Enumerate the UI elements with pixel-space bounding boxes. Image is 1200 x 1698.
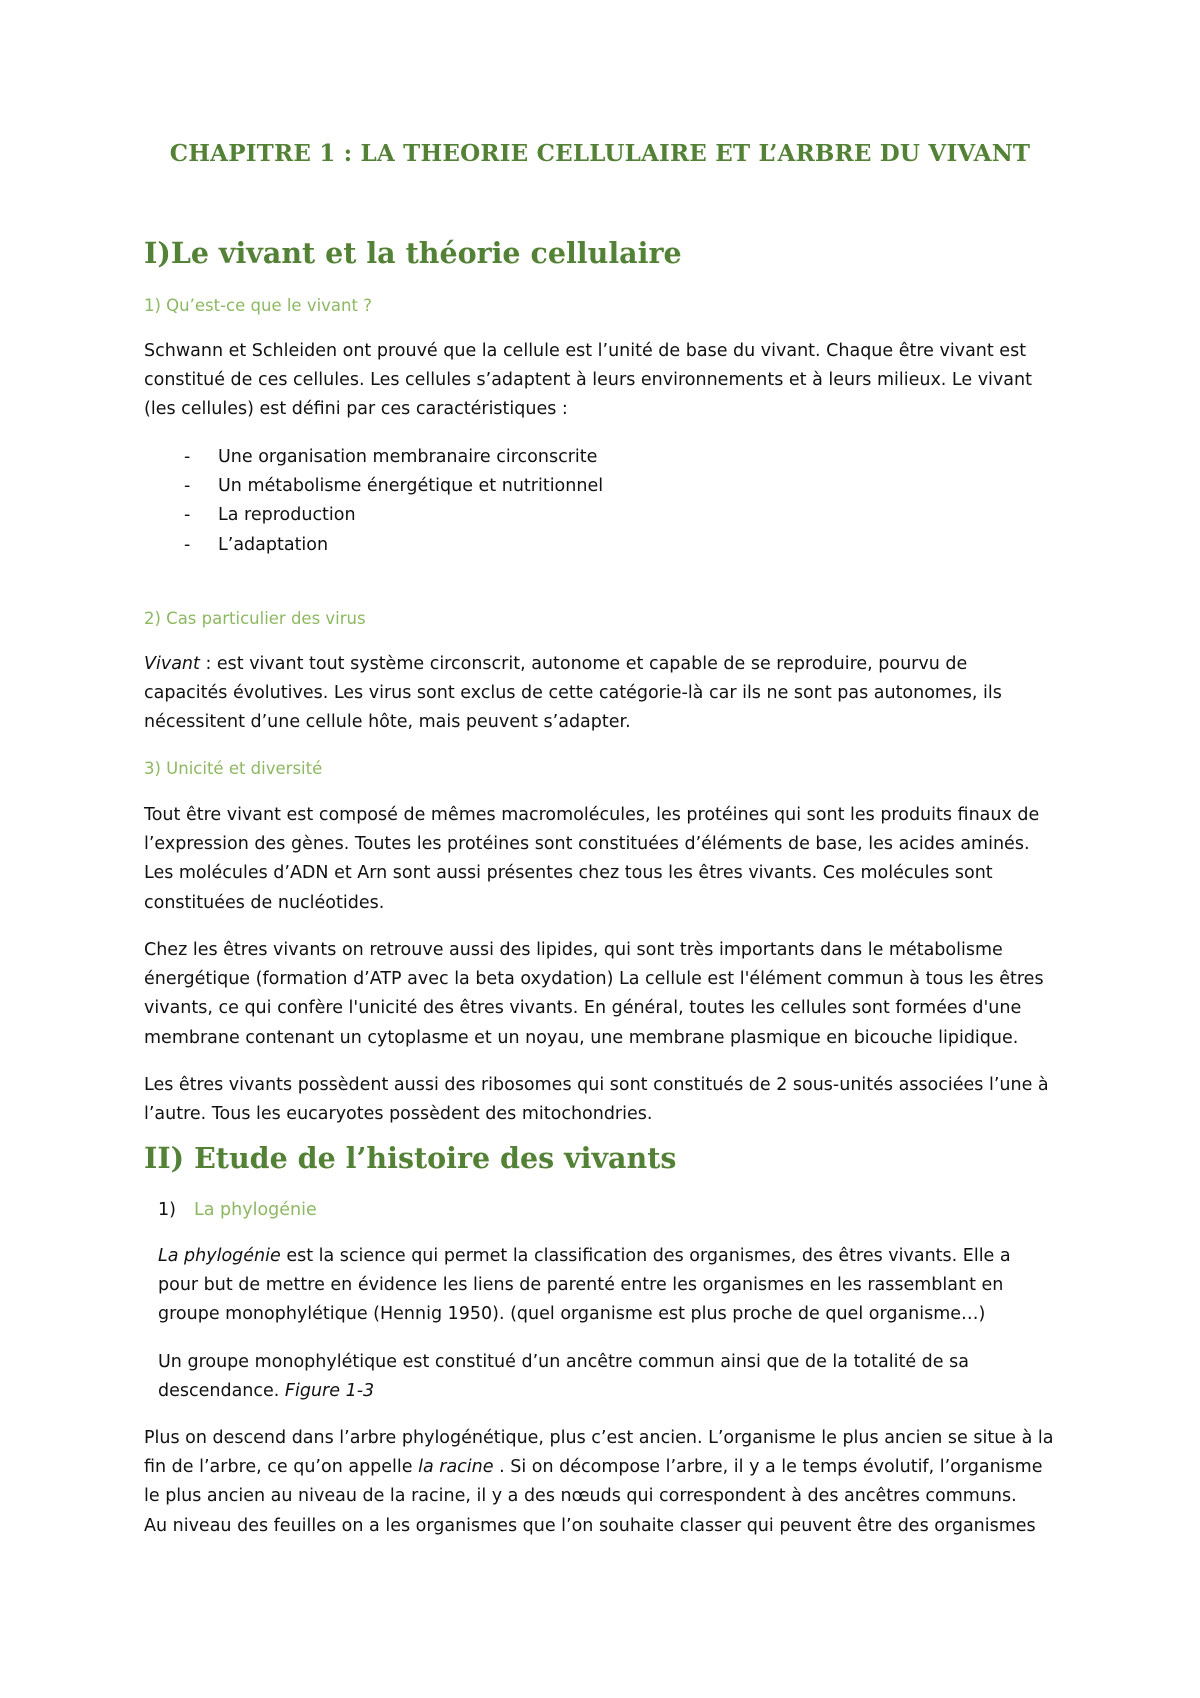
term-phylogenie: La phylogénie [158, 1246, 281, 1266]
dash-bullet-icon: - [184, 505, 191, 526]
figure-reference: Figure 1-3 [284, 1381, 375, 1402]
text-line: nécessitent d’une cellule hôte, mais peuvent s’adapter. [144, 712, 631, 733]
text-line: Plus on descend dans l’arbre phylogénétique, plus c’est ancien. L’organisme le plus ancien se situe à la [144, 1428, 1054, 1448]
tree-paragraph [144, 1424, 1074, 1541]
text-line: Au niveau des feuilles on a les organismes que l’on souhaite classer qui peuvent être des organismes [144, 1515, 1036, 1536]
sub1-heading: 1) Qu’est-ce que le vivant ? [144, 296, 372, 315]
phylogenie-heading [158, 1200, 317, 1220]
list-item: - L’adaptation [184, 531, 603, 560]
phylogenie-label: La phylogénie [194, 1200, 317, 1220]
text-line: Les êtres vivants possèdent aussi des ribosomes qui sont constitués de 2 sous-unités associées l’une à [144, 1075, 1049, 1095]
list-item: - Une organisation membranaire circonscrite [184, 443, 603, 472]
text-line: capacités évolutives. Les virus sont exclus de cette catégorie-là car ils ne sont pas autonomes, ils [144, 683, 1002, 704]
text-line: constitué de ces cellules. Les cellules s’adaptent à leurs environnements et à leurs milieux. Le vivant [144, 370, 1032, 391]
sub3-paragraph-1 [144, 801, 1074, 918]
text-line: l’autre. Tous les eucaryotes possèdent des mitochondries. [144, 1104, 653, 1125]
list-number: 1) [158, 1200, 176, 1220]
text-line: Vivant : est vivant tout système circonscrit, autonome et capable de se reproduire, pourvu de [144, 654, 968, 674]
text-line: La phylogénie est la science qui permet la classification des organismes, des êtres vivants. Elle a [158, 1246, 1011, 1266]
text-line: (les cellules) est défini par ces caractéristiques : [144, 399, 568, 420]
text-line: Schwann et Schleiden ont prouvé que la cellule est l’unité de base du vivant. Chaque être vivant est [144, 341, 1027, 361]
sub1-paragraph [144, 337, 1074, 425]
text-line: descendance. Figure 1-3 [158, 1381, 375, 1402]
sub3-paragraph-2 [144, 936, 1074, 1053]
text-line: Les molécules d’ADN et Arn sont aussi présentes chez tous les êtres vivants. Ces molécules sont [144, 863, 993, 884]
text-line: pour but de mettre en évidence les liens de parenté entre les organismes en les rassemblant en [158, 1275, 1004, 1296]
text-line: énergétique (formation d’ATP avec la beta oxydation) La cellule est l'élément commun à tous les êtres [144, 969, 1044, 990]
sub3-heading: 3) Unicité et diversité [144, 759, 323, 778]
text-line: Un groupe monophylétique est constitué d’un ancêtre commun ainsi que de la totalité de sa [158, 1352, 969, 1372]
dash-bullet-icon: - [184, 447, 191, 467]
text-line: groupe monophylétique (Hennig 1950). (quel organisme est plus proche de quel organisme…) [158, 1304, 986, 1325]
text-line: l’expression des gènes. Toutes les protéines sont constituées d’éléments de base, les acides aminés. [144, 834, 1030, 855]
dash-bullet-icon: - [184, 476, 191, 497]
list-item: - Un métabolisme énergétique et nutritionnel [184, 472, 603, 501]
sub3-paragraph-3 [144, 1071, 1074, 1129]
section1-heading: I)Le vivant et la théorie cellulaire [144, 236, 682, 270]
text-line: Chez les êtres vivants on retrouve aussi des lipides, qui sont très importants dans le métabolisme [144, 940, 1003, 960]
phylogenie-paragraph-1 [158, 1242, 1063, 1330]
chapter-title: CHAPITRE 1 : LA THEORIE CELLULAIRE ET L’ARBRE DU VIVANT [169, 140, 1031, 167]
sub2-heading: 2) Cas particulier des virus [144, 609, 366, 628]
list-item: - La reproduction [184, 501, 603, 530]
dash-bullet-icon: - [184, 534, 191, 555]
characteristics-list [184, 443, 603, 560]
section2-heading: II) Etude de l’histoire des vivants [144, 1141, 677, 1175]
text-line: le plus ancien au niveau de la racine, il y a des nœuds qui correspondent à des ancêtres communs. [144, 1486, 1017, 1507]
text-line: constituées de nucléotides. [144, 892, 385, 913]
term-racine: la racine [418, 1457, 494, 1478]
sub2-paragraph [144, 650, 1074, 738]
text-line: Tout être vivant est composé de mêmes macromolécules, les protéines qui sont les produits finaux de [144, 805, 1040, 825]
text-line: membrane contenant un cytoplasme et un noyau, une membrane plasmique en bicouche lipidique. [144, 1027, 1019, 1048]
text-line: vivants, ce qui confère l'unicité des êtres vivants. En général, toutes les cellules sont formées d'une [144, 998, 1022, 1019]
term-vivant: Vivant [144, 654, 200, 674]
phylogenie-paragraph-2 [158, 1348, 1063, 1406]
text-line: fin de l’arbre, ce qu’on appelle la racine . Si on décompose l’arbre, il y a le temps évolutif, l’organisme [144, 1457, 1043, 1478]
